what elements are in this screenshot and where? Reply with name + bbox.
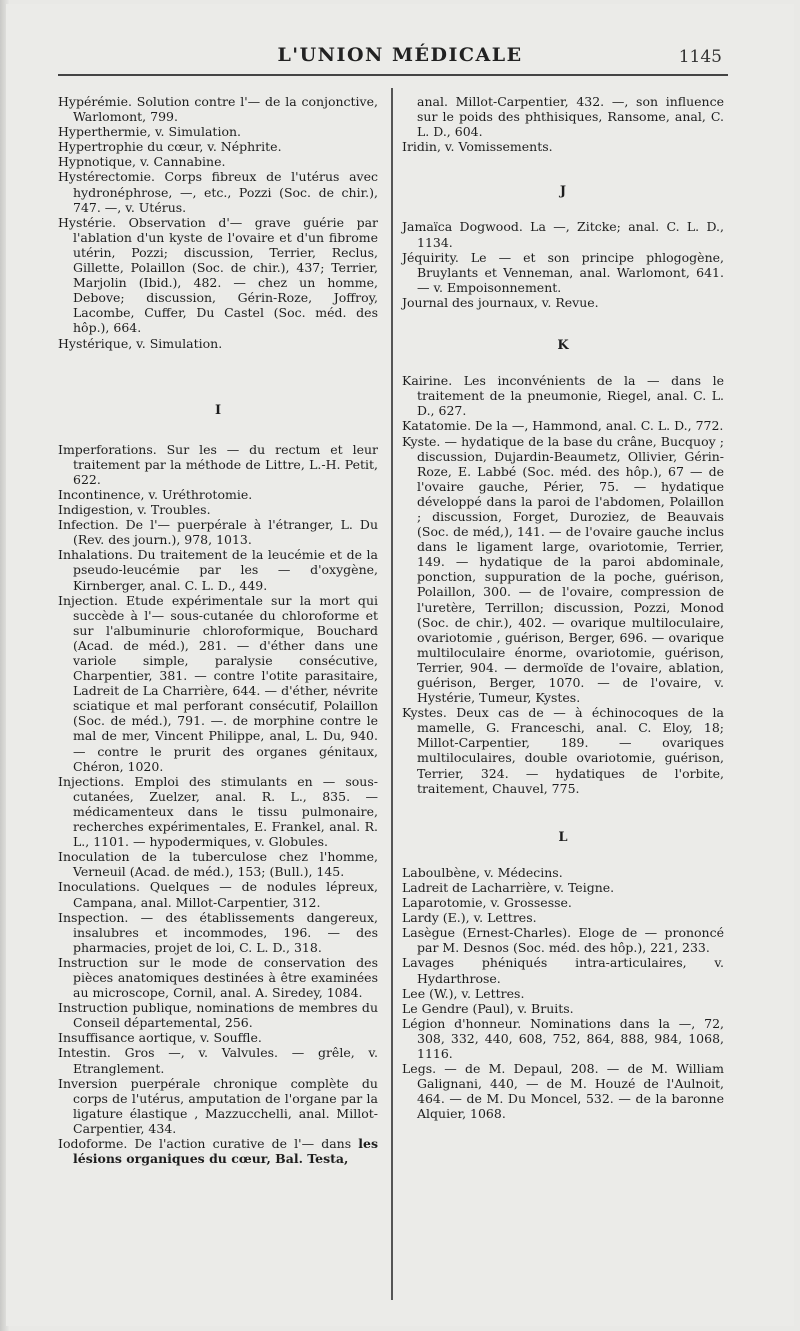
index-entry: Inoculation de la tuberculose chez l'homme, Verneuil (Acad. de méd.), 153; (Bull.), 145. — [58, 849, 378, 880]
entry-lead: Iodoforme. De l'action curative de l'— dans — [58, 1136, 352, 1151]
index-entry: Hystérectomie. Corps fibreux de l'utérus avec hydronéphrose, —, etc., Pozzi (Soc. de chir.), 747. —, v. Utérus. — [58, 169, 378, 215]
index-entry: Inspection. — des établissements dangereux, insalubres et incommodes, 196. — des pharmacies, projet de loi, C. L. D., 318. — [58, 909, 378, 955]
index-entry: Jamaïca Dogwood. La —, Zitcke; anal. C. L. D., 1134. — [402, 219, 724, 250]
column-divider — [391, 88, 393, 1300]
section-letter-k: K — [557, 338, 569, 354]
index-entry: Injections. Emploi des stimulants en — sous-cutanées, Zuelzer, anal. R. L., 835. — médicamenteux dans le tissu pulmonaire, recherches expérimentales, E. Frankel, anal. R. L., 1101. — hypodermiques, v. Globules. — [58, 773, 378, 850]
journal-title: L'UNION MÉDICALE — [277, 44, 523, 66]
index-entry: Kairine. Les inconvénients de la — dans le traitement de la pneumonie, Riegel, anal. C. L. D., 627. — [402, 373, 724, 419]
index-entry: Jéquirity. Le — et son principe phlogogène, Bruylants et Venneman, anal. Warlomont, 641. — v. Empoisonnement. — [402, 249, 724, 295]
index-entry: Inhalations. Du traitement de la leucémie et de la pseudo-leucémie par les — d'oxygène, Kirnberger, anal. C. L. D., 449. — [58, 547, 378, 593]
index-entry: Iridin, v. Vomissements. — [402, 139, 553, 155]
section-letter-i: I — [214, 402, 222, 418]
index-entry: Kyste. — hydatique de la base du crâne, Bucquoy ; discussion, Dujardin-Beaumetz, Ollivier, Gérin-Roze, E. Labbé (Soc. méd. des hôp.), 67 — de l'ovaire gauche, Périer, 75. — hydatique développé dans la paroi de l'abdomen, Polaillon ; discussion, Forget, Duroziez, de Beauvais (Soc. de méd,), 141. — de l'ovaire gauche inclus dans le ligament large, ovariotomie, Terrier, 149. — hydatique de la paroi abdominale, ponction, suppuration de la poche, guérison, Polaillon, 300. — de l'ovaire, compression de l'uretère, Terrillon; discussion, Pozzi, Monod (Soc. de chir.), 402. — ovarique multiloculaire, ovariotomie , guérison, Berger, 696. — ovarique multiloculaire énorme, ovariotomie, guérison, Terrier, 904. — dermoïde de l'ovaire, ablation, guérison, Berger, 1070. — de l'ovaire, v. Hystérie, Tumeur, Kystes. — [402, 433, 724, 706]
index-entry: Inversion puerpérale chronique complète du corps de l'utérus, amputation de l'organe par la ligature élastique , Mazzucchelli, anal. Millot-Carpentier, 434. — [58, 1075, 378, 1136]
index-entry: Hystérie. Observation d'— grave guérie par l'ablation d'un kyste de l'ovaire et d'un fibrome utérin, Pozzi; discussion, Terrier, Reclus, Gillette, Polaillon (Soc. de chir.), 437; Terrier, Marjolin (Ibid.), 482. — chez un homme, Debove; discussion, Gérin-Roze, Joffroy, Lacombe, Cuffer, Du Castel (Soc. méd. des hôp.), 664. — [58, 214, 378, 336]
right-column — [402, 94, 724, 1121]
index-entry: Journal des journaux, v. Revue. — [402, 294, 599, 310]
index-entry: Inoculations. Quelques — de nodules lépreux, Campana, anal. Millot-Carpentier, 312. — [58, 879, 378, 910]
index-entry: Hypnotique, v. Cannabine. — [58, 154, 226, 170]
index-entry: Incontinence, v. Uréthrotomie. — [58, 486, 253, 502]
header-rule — [58, 74, 728, 76]
index-entry: Lavages phéniqués intra-articulaires, v. Hydarthrose. — [402, 955, 724, 986]
index-entry: Le Gendre (Paul), v. Bruits. — [402, 1000, 574, 1016]
index-entry-continuation: anal. Millot-Carpentier, 432. —, son influence sur le poids des phthisiques, Ransome, anal, C. L. D., 604. — [417, 94, 724, 140]
index-entry: Laboulbène, v. Médecins. — [402, 864, 563, 880]
index-entry: Légion d'honneur. Nominations dans la —, 72, 308, 332, 440, 608, 752, 864, 888, 984, 1068, 1116. — [402, 1015, 724, 1061]
index-entry: Hystérique, v. Simulation. — [58, 335, 223, 351]
index-entry: Lardy (E.), v. Lettres. — [402, 910, 537, 926]
index-entry: Indigestion, v. Troubles. — [58, 502, 211, 518]
index-entry: Hypertrophie du cœur, v. Néphrite. — [58, 139, 282, 155]
entry-tail: les lésions organiques du cœur, Bal. Testa, — [73, 1136, 378, 1167]
index-entry: Injection. Etude expérimentale sur la mort qui succède à l'— sous-cutanée du chloroforme et sur l'albuminurie chloroformique, Bouchard (Acad. de méd.), 281. — d'éther dans une variole simple, paralysie consécutive, Charpentier, 381. — contre l'otite parasitaire, Ladreit de La Charrière, 644. — d'éther, névrite sciatique et mal perforant consécutif, Polaillon (Soc. de méd.), 791. —. de morphine contre le mal de mer, Vincent Philippe, anal, L. Du, 940. — contre le prurit des organes génitaux, Chéron, 1020. — [58, 592, 378, 774]
index-entry: Ladreit de Lacharrière, v. Teigne. — [402, 879, 615, 895]
index-entry: Infection. De l'— puerpérale à l'étranger, L. Du (Rev. des journ.), 978, 1013. — [58, 517, 378, 548]
index-entry: Laparotomie, v. Grossesse. — [402, 895, 572, 911]
section-letter-l: L — [558, 829, 568, 845]
index-entry: Hypérémie. Solution contre l'— de la conjonctive, Warlomont, 799. — [58, 94, 378, 125]
index-entry: Instruction sur le mode de conservation des pièces anatomiques destinées à être examinées au microscope, Cornil, anal. A. Siredey, 1084. — [58, 954, 378, 1001]
index-entry: Kystes. Deux cas de — à échinocoques de la mamelle, G. Franceschi, anal. C. Eloy, 18; Millot-Carpentier, 189. — ovariques multiloculaires, double ovariotomie, guérison, Terrier, 324. — hydatiques de l'orbite, traitement, Chauvel, 775. — [402, 705, 724, 796]
index-entry: Katatomie. De la —, Hammond, anal. C. L. D., 772. — [402, 418, 724, 434]
page-number: 1145 — [678, 47, 722, 67]
section-letter-j: J — [559, 184, 567, 200]
index-entry — [58, 1136, 378, 1166]
index-entry: Lee (W.), v. Lettres. — [402, 985, 525, 1001]
index-entry: Hyperthermie, v. Simulation. — [58, 124, 241, 140]
index-entry: Intestin. Gros —, v. Valvules. — grêle, v. Etranglement. — [58, 1045, 378, 1076]
index-entry: Lasègue (Ernest-Charles). Eloge de — prononcé par M. Desnos (Soc. méd. des hôp.), 221, 233. — [402, 925, 724, 956]
index-entry: Legs. — de M. Depaul, 208. — de M. William Galignani, 440, — de M. Houzé de l'Aulnoit, 464. — de M. Du Moncel, 532. — de la baronne Alquier, 1068. — [402, 1061, 724, 1122]
index-entry: Insuffisance aortique, v. Souffle. — [58, 1030, 262, 1046]
index-entry: Imperforations. Sur les — du rectum et leur traitement par la méthode de Littre, L.-H. Petit, 622. — [58, 441, 378, 487]
index-entry: Instruction publique, nominations de membres du Conseil départemental, 256. — [58, 1000, 378, 1031]
left-column — [58, 94, 378, 1166]
